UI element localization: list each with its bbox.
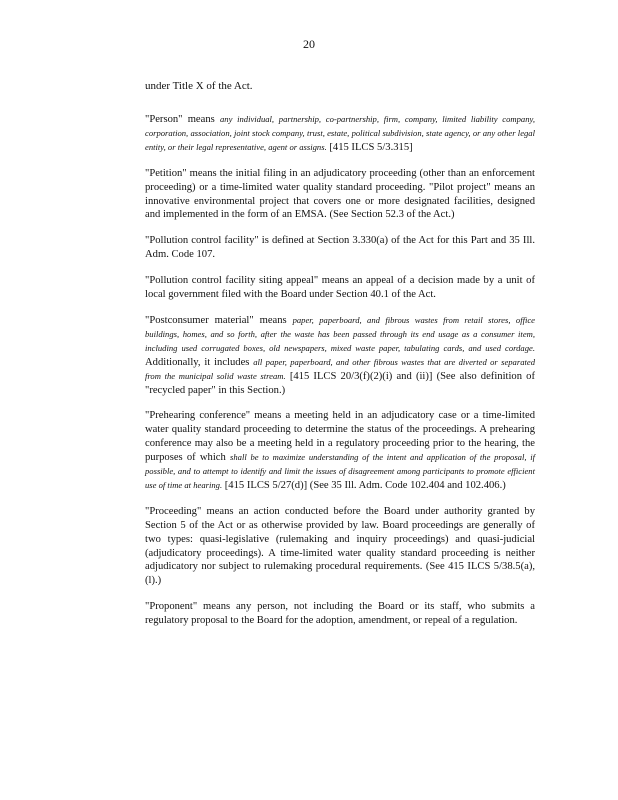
statutory-quote: paper, paperboard, and fibrous wastes from retail stores, office buildings, homes, and so forth, after the waste has been passed through its end usage as a consumer item, including used corrugated boxes, old newspapers, mixed waste paper, tabulating cards, and used cordage. [145,314,535,353]
definition-text: "Pollution control facility" is defined at Section 3.330(a) of the Act for this Part and 35 Ill. Adm. Code 107. [145,235,535,261]
lead-line: under Title X of the Act. [145,80,253,92]
definition-text: "Person" means [145,114,220,125]
statutory-quote: any individual, partnership, co-partnership, firm, company, limited liability company, corporation, association, joint stock company, trust, estate, political subdivision, state agency, or any other legal entity, or their legal representative, agent or assigns. [145,114,535,152]
definition-paragraph [145,274,535,302]
definition-text: [415 ILCS 20/3(f)(2)(i) and (ii)] (See also definition of "recycled paper" in this Section.) [145,370,535,396]
statutory-quote: all paper, paperboard, and other fibrous wastes that are diverted or separated from the municipal solid waste stream. [145,356,535,381]
definition-paragraph [145,409,535,492]
definition-text: "Proceeding" means an action conducted before the Board under authority granted by Section 5 of the Act or as otherwise provided by law. Board proceedings are generally of two types: quasi-legislative (rulemaking and inquiry proceedings) and quasi-judicial (adjudicatory proceedings). A time-limited water quality standard proceeding is neither adjudicatory nor subject to rulemaking procedural requirements. (See 415 ILCS 5/38.5(a), (l).) [145,505,535,587]
page-number: 20 [303,37,315,51]
statutory-quote: shall be to maximize understanding of the intent and application of the proposal, if possible, and to attempt to identify and limit the issues of disagreement among participants to promote efficient use of time at hearing. [145,452,535,490]
definition-text: Additionally, it includes [145,356,254,368]
definition-text: "Postconsumer material" means [145,314,293,326]
definition-paragraph [145,314,535,397]
definition-text: "Petition" means the initial filing in an adjudicatory proceeding (other than an enforcement proceeding) or a time-limited water quality standard proceeding. "Pilot project" means an innovative environmental project that covers one or more designated facilities, designed and implemented in the form of an EMSA. (See Section 52.3 of the Act.) [145,167,535,221]
definition-paragraph [145,600,535,628]
definition-paragraph [145,505,535,588]
definition-paragraph [145,234,535,262]
definition-text: [415 ILCS 5/3.315] [326,141,413,153]
definition-text: "Prehearing conference" means a meeting held in an adjudicatory case or a time-limited water quality standard proceeding to determine the status of the proceedings. A prehearing conference may also be a meeting held in a regulatory proceeding prior to the hearing, the purposes of which [145,410,535,464]
definition-text: "Pollution control facility siting appeal" means an appeal of a decision made by a unit of local government filed with the Board under Section 40.1 of the Act. [145,275,535,301]
definition-text: [415 ILCS 5/27(d)] (See 35 Ill. Adm. Code 102.404 and 102.406.) [222,479,506,491]
definition-paragraph [145,113,535,155]
definition-text: "Proponent" means any person, not including the Board or its staff, who submits a regulatory proposal to the Board for the adoption, amendment, or repeal of a regulation. [145,601,535,627]
definitions-list [145,113,535,628]
page-body [145,79,535,640]
definition-paragraph [145,167,535,223]
